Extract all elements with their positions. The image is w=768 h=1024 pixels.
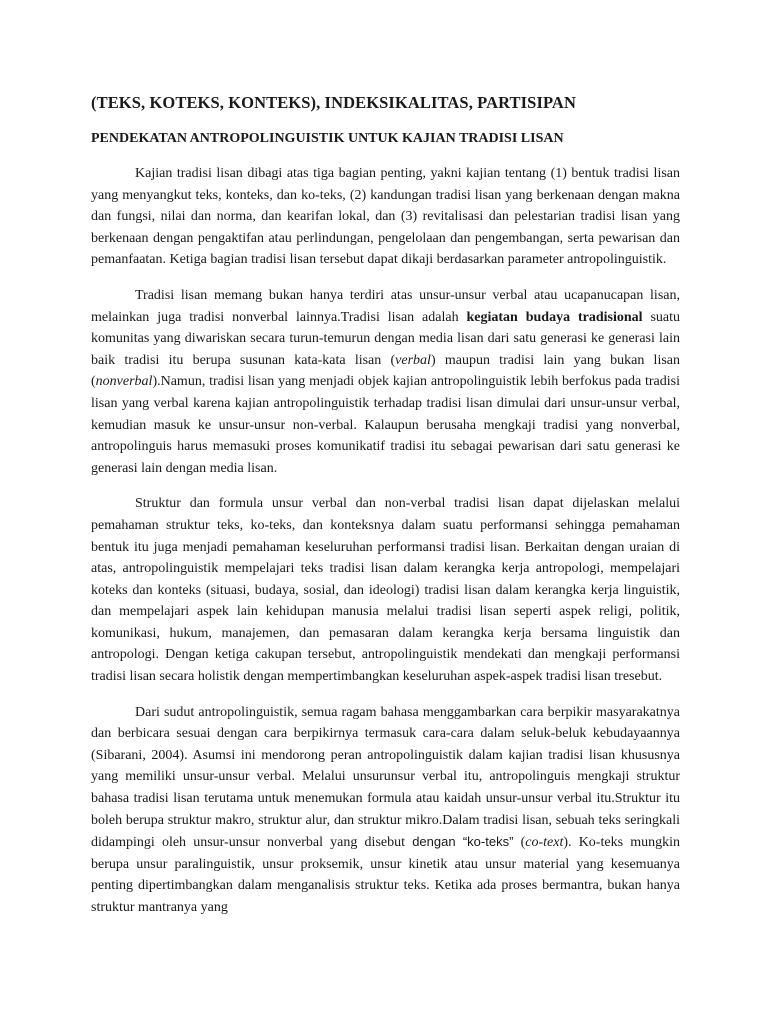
document-subtitle: PENDEKATAN ANTROPOLINGUISTIK UNTUK KAJIAN TRADISI LISAN	[91, 131, 564, 146]
paragraph-2-bold-term: kegiatan budaya tradisional	[466, 309, 643, 325]
paragraph-4-koteks-term: dengan “ko-teks”	[412, 834, 514, 850]
paragraph-4-text-e: ). Ko-teks mungkin berupa unsur paralinguistik, unsur proksemik, unsur kinetik atau unsur material yang kesemuanya penting dipertimbangkan dalam menganalisis struktur teks. Ketika ada proses bermantra, bukan hanya struktur mantranya yang	[91, 835, 680, 915]
paragraph-2-italic-verbal: verbal	[395, 352, 431, 368]
paragraph-1: Kajian tradisi lisan dibagi atas tiga bagian penting, yakni kajian tentang (1) bentuk tradisi lisan yang menyangkut teks, konteks, dan ko-teks, (2) kandungan tradisi lisan yang berkenaan dengan makna dan fungsi, nilai dan norma, dan kearifan lokal, dan (3) revitalisasi dan pelestarian tradisi lisan yang berkenaan dengan pengaktifan atau perlindungan, pengelolaan dan pengembangan, serta pewarisan dan pemanfaatan. Ketiga bagian tradisi lisan tersebut dapat dikaji berdasarkan parameter antropolinguistik.	[91, 166, 680, 268]
paragraph-2	[91, 285, 680, 479]
paragraph-4	[91, 702, 680, 919]
paragraph-4-text-c: (	[513, 835, 526, 851]
paragraph-2-italic-nonverbal: nonverbal	[95, 374, 153, 390]
paragraph-2-text-a: Tradisi lisan memang bukan hanya terdiri atas unsur-unsur verbal atau ucapanucapan lisan, melainkan juga tradisi nonverbal lainnya.Tradisi lisan adalah	[91, 287, 680, 325]
paragraph-4-text-a: Dari sudut antropolinguistik, semua ragam bahasa menggambarkan cara berpikir masyarakatnya dan berbicara sesuai dengan cara berpikirnya termasuk cara-cara dalam seluk-beluk kebudayaannya (Sibarani, 2004). Asumsi ini mendorong peran antropolinguistik dalam kajian tradisi lisan khususnya yang memiliki unsur-unsur verbal. Melalui unsurunsur verbal itu, antropolinguis mengkaji struktur bahasa tradisi lisan terutama untuk menemukan formula atau kaidah unsur-unsur verbal itu.Struktur itu boleh berupa struktur makro, struktur alur, dan struktur mikro.Dalam tradisi lisan, sebuah teks seringkali didampingi oleh unsur-unsur nonverbal yang disebut	[91, 704, 680, 851]
document-title: (TEKS, KOTEKS, KONTEKS), INDEKSIKALITAS, PARTISIPAN	[91, 93, 576, 112]
paragraph-4-italic-cotext: co-text	[525, 835, 564, 851]
paragraph-2-text-g: ).Namun, tradisi lisan yang menjadi objek kajian antropolinguistik lebih berfokus pada tradisi lisan yang verbal karena kajian antropolinguistik terhadap tradisi lisan dimulai dari unsur-unsur verbal, kemudian masuk ke unsur-unsur non-verbal. Kalaupun berusaha mengkaji tradisi yang nonverbal, antropolinguis harus memasuki proses komunikatif tradisi itu sebagai pewarisan dari satu generasi ke generasi lain dengan media lisan.	[91, 374, 680, 476]
paragraph-2-text-e: ) maupun tradisi lain yang bukan lisan (	[91, 352, 681, 390]
paragraph-3: Struktur dan formula unsur verbal dan non-verbal tradisi lisan dapat dijelaskan melalui pemahaman struktur teks, ko-teks, dan konteksnya dalam suatu performansi sehingga pemahaman bentuk itu juga menjadi pemahaman keseluruhan performansi tradisi lisan. Berkaitan dengan uraian di atas, antropolinguistik mempelajari teks tradisi lisan dalam kerangka kerja antropologi, mempelajari koteks dan konteks (situasi, budaya, sosial, dan ideologi) tradisi lisan dalam kerangka kerja linguistik, dan mempelajari aspek lain kehidupan manusia melalui tradisi lisan seperti aspek religi, politik, komunikasi, hukum, manajemen, dan pemasaran dalam kerangka kerja bersama linguistik dan antropologi. Dengan ketiga cakupan tersebut, antropolinguistik mendekati dan mengkaji performansi tradisi lisan secara holistik dengan mempertimbangkan keseluruhan aspek-aspek tradisi lisan tresebut.	[91, 496, 680, 685]
paragraph-2-text-c: suatu komunitas yang diwariskan secara turun-temurun dengan media lisan dari satu generasi ke generasi lain baik tradisi itu berupa susunan kata-kata lisan (	[91, 309, 681, 368]
